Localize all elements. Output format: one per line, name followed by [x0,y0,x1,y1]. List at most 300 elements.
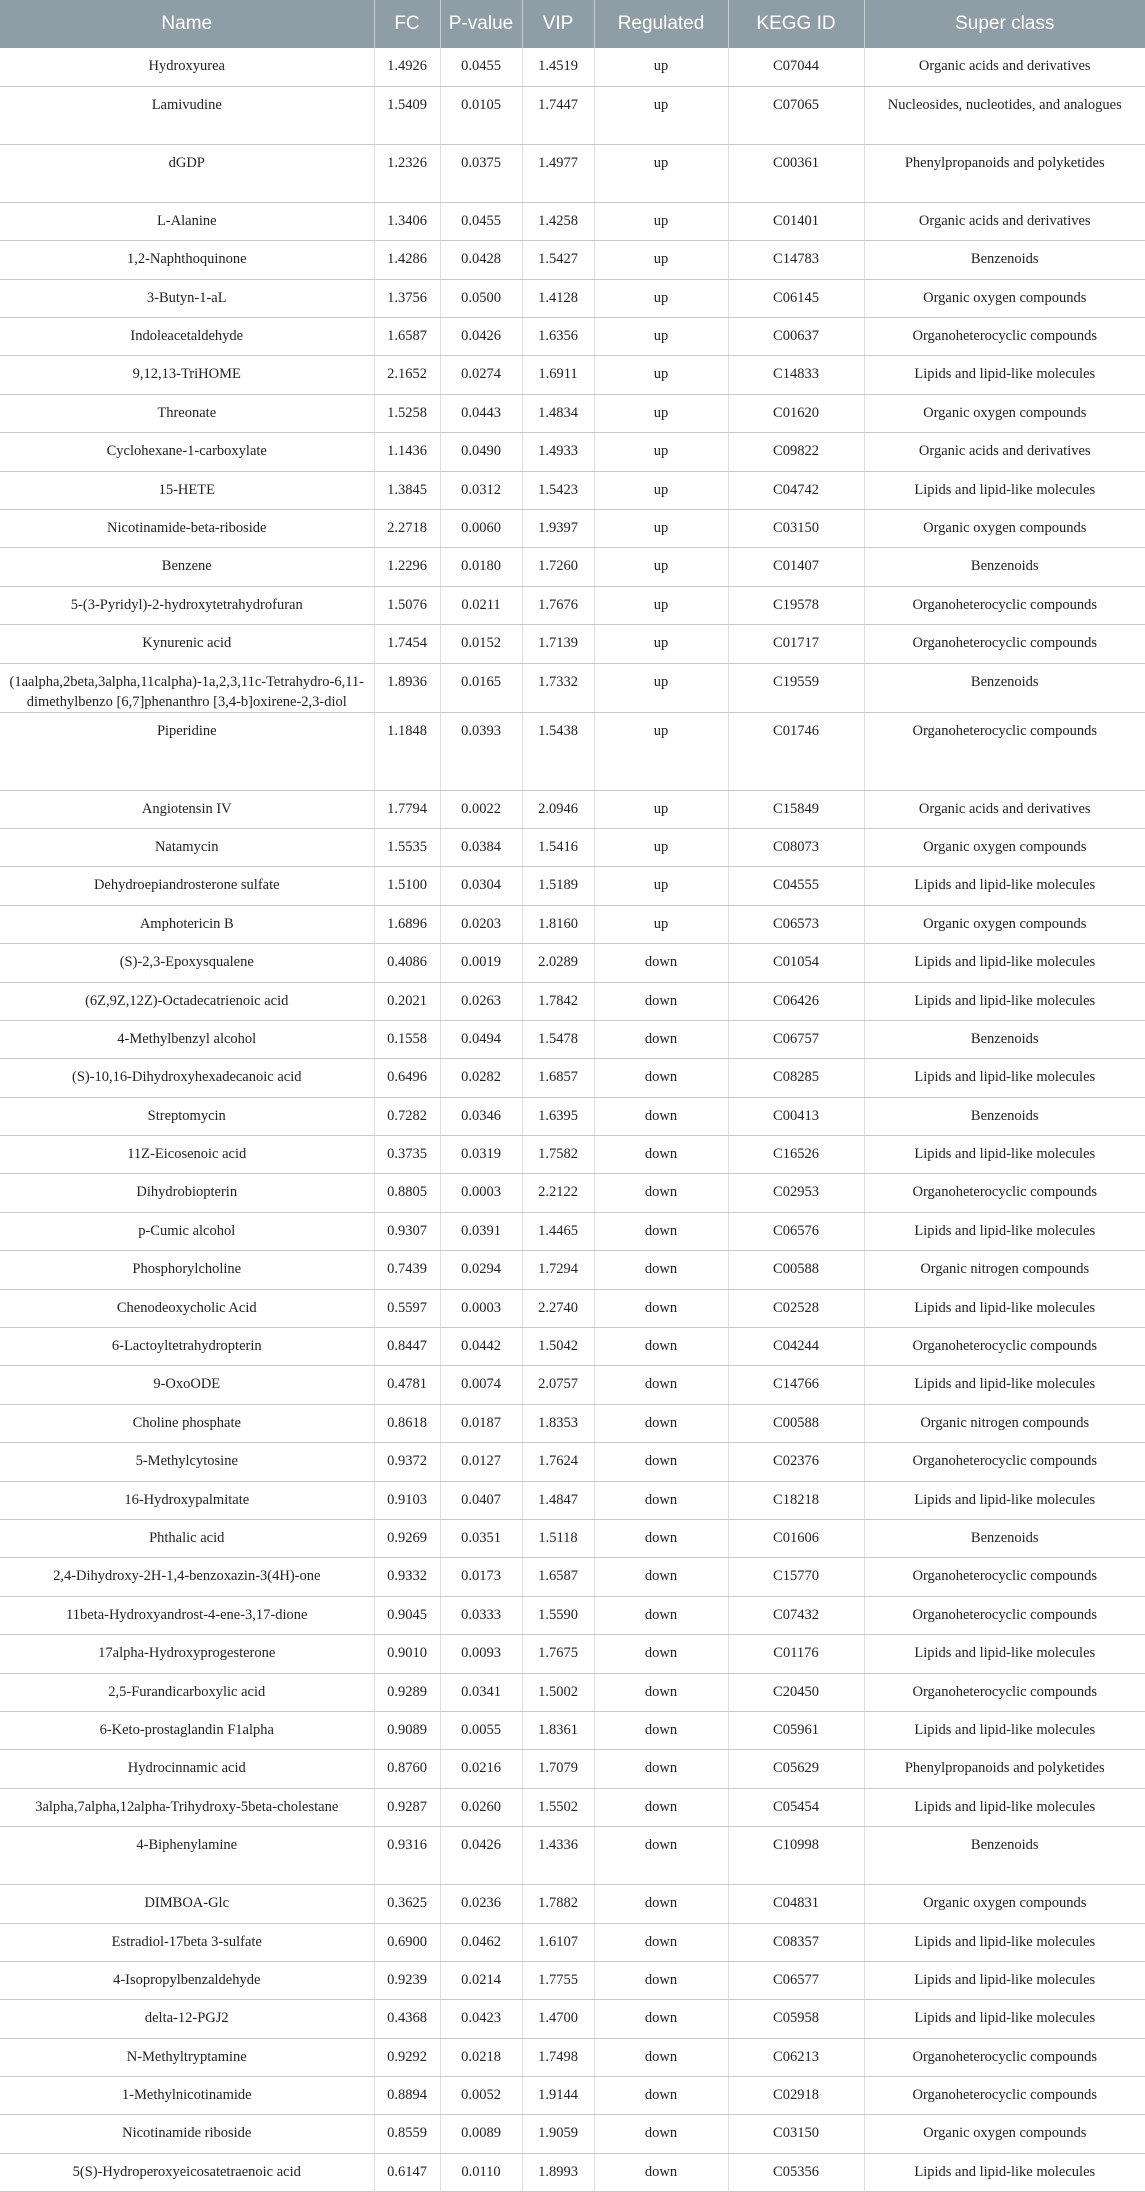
cell-regulated: up [594,828,728,866]
cell-p-value: 0.0052 [440,2077,522,2115]
cell-fc: 1.8936 [374,663,440,712]
cell-super-class: Organic oxygen compounds [864,279,1145,317]
cell-kegg-id: C09822 [728,433,864,471]
table-row [0,1136,1145,1174]
cell-super-class: Organic acids and derivatives [864,790,1145,828]
cell-regulated: down [594,1558,728,1596]
cell-p-value: 0.0211 [440,586,522,624]
cell-super-class: Lipids and lipid-like molecules [864,867,1145,905]
cell-vip: 1.6911 [522,356,594,394]
cell-fc: 0.6900 [374,1923,440,1961]
cell-p-value: 0.0060 [440,510,522,548]
cell-kegg-id: C00637 [728,318,864,356]
table-row [0,356,1145,394]
cell-regulated: down [594,2153,728,2191]
cell-fc: 0.6496 [374,1059,440,1097]
cell-regulated: down [594,1827,728,1885]
cell-name: 4-Isopropylbenzaldehyde [0,1961,374,1999]
cell-fc: 1.6896 [374,905,440,943]
table-row [0,905,1145,943]
cell-fc: 0.4368 [374,2000,440,2038]
cell-regulated: down [594,1020,728,1058]
cell-vip: 1.7675 [522,1635,594,1673]
cell-fc: 0.9289 [374,1673,440,1711]
cell-vip: 1.9059 [522,2115,594,2153]
cell-vip: 1.7755 [522,1961,594,1999]
cell-name: Nicotinamide-beta-riboside [0,510,374,548]
cell-name: Cyclohexane-1-carboxylate [0,433,374,471]
cell-kegg-id: C01606 [728,1520,864,1558]
cell-vip: 1.7260 [522,548,594,586]
table-row [0,1212,1145,1250]
cell-p-value: 0.0019 [440,944,522,982]
cell-name: 4-Biphenylamine [0,1827,374,1885]
table-row [0,1174,1145,1212]
cell-kegg-id: C00588 [728,1404,864,1442]
cell-p-value: 0.0490 [440,433,522,471]
cell-kegg-id: C05958 [728,2000,864,2038]
cell-kegg-id: C15849 [728,790,864,828]
cell-p-value: 0.0089 [440,2115,522,2153]
cell-p-value: 0.0152 [440,625,522,663]
cell-name: 3alpha,7alpha,12alpha-Trihydroxy-5beta-cholestane [0,1788,374,1826]
cell-super-class: Organoheterocyclic compounds [864,712,1145,790]
cell-kegg-id: C01746 [728,712,864,790]
cell-vip: 1.5590 [522,1596,594,1634]
cell-kegg-id: C05356 [728,2153,864,2191]
cell-vip: 2.2740 [522,1289,594,1327]
cell-p-value: 0.0384 [440,828,522,866]
header-row [0,0,1145,48]
cell-p-value: 0.0055 [440,1711,522,1749]
cell-super-class: Organoheterocyclic compounds [864,2038,1145,2076]
cell-fc: 1.5535 [374,828,440,866]
cell-p-value: 0.0407 [440,1481,522,1519]
cell-regulated: down [594,2115,728,2153]
cell-fc: 1.7794 [374,790,440,828]
table-row [0,548,1145,586]
table-row [0,982,1145,1020]
cell-name: Streptomycin [0,1097,374,1135]
cell-super-class: Lipids and lipid-like molecules [864,1961,1145,1999]
cell-kegg-id: C18218 [728,1481,864,1519]
cell-super-class: Organic nitrogen compounds [864,1404,1145,1442]
cell-super-class: Lipids and lipid-like molecules [864,1923,1145,1961]
cell-p-value: 0.0003 [440,1289,522,1327]
cell-fc: 1.2296 [374,548,440,586]
cell-fc: 1.5076 [374,586,440,624]
cell-regulated: down [594,1750,728,1788]
cell-regulated: down [594,1443,728,1481]
cell-super-class: Organic acids and derivatives [864,433,1145,471]
cell-super-class: Lipids and lipid-like molecules [864,1635,1145,1673]
cell-fc: 1.3406 [374,202,440,240]
cell-kegg-id: C14766 [728,1366,864,1404]
cell-p-value: 0.0428 [440,241,522,279]
cell-name: 17alpha-Hydroxyprogesterone [0,1635,374,1673]
table-row [0,510,1145,548]
cell-p-value: 0.0294 [440,1251,522,1289]
table-row [0,2038,1145,2076]
cell-vip: 1.5416 [522,828,594,866]
table-row [0,2153,1145,2191]
cell-fc: 0.7439 [374,1251,440,1289]
cell-p-value: 0.0216 [440,1750,522,1788]
cell-regulated: down [594,1596,728,1634]
cell-p-value: 0.0312 [440,471,522,509]
cell-fc: 0.3735 [374,1136,440,1174]
cell-name: 6-Keto-prostaglandin F1alpha [0,1711,374,1749]
cell-regulated: up [594,48,728,86]
cell-p-value: 0.0022 [440,790,522,828]
cell-p-value: 0.0304 [440,867,522,905]
cell-name: 5-Methylcytosine [0,1443,374,1481]
cell-fc: 1.3845 [374,471,440,509]
cell-super-class: Lipids and lipid-like molecules [864,356,1145,394]
table-row [0,1328,1145,1366]
cell-regulated: down [594,2000,728,2038]
table-row [0,471,1145,509]
cell-regulated: up [594,663,728,712]
cell-p-value: 0.0426 [440,1827,522,1885]
cell-name: 1-Methylnicotinamide [0,2077,374,2115]
cell-name: (S)-10,16-Dihydroxyhexadecanoic acid [0,1059,374,1097]
cell-regulated: up [594,586,728,624]
cell-regulated: up [594,144,728,202]
cell-name: 5(S)-Hydroperoxyeicosatetraenoic acid [0,2153,374,2191]
table-row [0,1827,1145,1885]
cell-vip: 1.4977 [522,144,594,202]
cell-super-class: Organic oxygen compounds [864,510,1145,548]
cell-name: Threonate [0,394,374,432]
table-row [0,790,1145,828]
cell-regulated: up [594,510,728,548]
cell-super-class: Lipids and lipid-like molecules [864,944,1145,982]
cell-regulated: down [594,1097,728,1135]
cell-super-class: Benzenoids [864,548,1145,586]
cell-regulated: down [594,944,728,982]
cell-fc: 0.9103 [374,1481,440,1519]
header-regulated: Regulated [594,0,728,48]
cell-name: dGDP [0,144,374,202]
table-row [0,1251,1145,1289]
table-row [0,48,1145,86]
cell-regulated: up [594,905,728,943]
cell-p-value: 0.0346 [440,1097,522,1135]
cell-vip: 1.4258 [522,202,594,240]
cell-p-value: 0.0351 [440,1520,522,1558]
cell-regulated: up [594,86,728,144]
cell-super-class: Lipids and lipid-like molecules [864,1136,1145,1174]
cell-name: Piperidine [0,712,374,790]
cell-vip: 1.6356 [522,318,594,356]
cell-name: Chenodeoxycholic Acid [0,1289,374,1327]
cell-kegg-id: C00588 [728,1251,864,1289]
cell-fc: 0.1558 [374,1020,440,1058]
cell-fc: 0.8447 [374,1328,440,1366]
cell-vip: 1.5118 [522,1520,594,1558]
cell-super-class: Organic acids and derivatives [864,48,1145,86]
table-row [0,202,1145,240]
cell-kegg-id: C02918 [728,2077,864,2115]
cell-kegg-id: C01407 [728,548,864,586]
cell-super-class: Benzenoids [864,241,1145,279]
cell-p-value: 0.0500 [440,279,522,317]
cell-p-value: 0.0003 [440,1174,522,1212]
cell-kegg-id: C07044 [728,48,864,86]
cell-fc: 1.4286 [374,241,440,279]
cell-kegg-id: C03150 [728,2115,864,2153]
cell-p-value: 0.0093 [440,1635,522,1673]
cell-regulated: up [594,548,728,586]
table-row [0,1711,1145,1749]
table-row [0,1923,1145,1961]
cell-fc: 0.9239 [374,1961,440,1999]
cell-super-class: Phenylpropanoids and polyketides [864,1750,1145,1788]
cell-vip: 1.4933 [522,433,594,471]
header-kegg-id: KEGG ID [728,0,864,48]
cell-super-class: Organoheterocyclic compounds [864,318,1145,356]
cell-fc: 0.8894 [374,2077,440,2115]
cell-kegg-id: C01176 [728,1635,864,1673]
table-row [0,625,1145,663]
cell-regulated: up [594,279,728,317]
cell-super-class: Organoheterocyclic compounds [864,1673,1145,1711]
cell-kegg-id: C02376 [728,1443,864,1481]
cell-regulated: down [594,1136,728,1174]
cell-p-value: 0.0426 [440,318,522,356]
cell-fc: 1.2326 [374,144,440,202]
cell-name: Dehydroepiandrosterone sulfate [0,867,374,905]
cell-regulated: down [594,1673,728,1711]
cell-name: Indoleacetaldehyde [0,318,374,356]
cell-fc: 0.4086 [374,944,440,982]
cell-super-class: Benzenoids [864,1827,1145,1885]
cell-fc: 0.4781 [374,1366,440,1404]
cell-vip: 1.8353 [522,1404,594,1442]
cell-regulated: down [594,1289,728,1327]
table-row [0,1520,1145,1558]
cell-vip: 1.7676 [522,586,594,624]
cell-vip: 1.7882 [522,1885,594,1923]
cell-vip: 1.6395 [522,1097,594,1135]
cell-fc: 0.3625 [374,1885,440,1923]
cell-p-value: 0.0341 [440,1673,522,1711]
cell-name: Lamivudine [0,86,374,144]
cell-vip: 1.7498 [522,2038,594,2076]
cell-vip: 1.5427 [522,241,594,279]
cell-vip: 1.5189 [522,867,594,905]
cell-fc: 0.5597 [374,1289,440,1327]
table-row [0,2077,1145,2115]
cell-regulated: down [594,1788,728,1826]
cell-vip: 2.0946 [522,790,594,828]
cell-p-value: 0.0105 [440,86,522,144]
cell-super-class: Organoheterocyclic compounds [864,586,1145,624]
cell-vip: 1.5042 [522,1328,594,1366]
cell-regulated: up [594,356,728,394]
cell-fc: 0.8805 [374,1174,440,1212]
cell-p-value: 0.0218 [440,2038,522,2076]
cell-super-class: Organoheterocyclic compounds [864,1443,1145,1481]
cell-regulated: down [594,1059,728,1097]
table-row [0,241,1145,279]
cell-p-value: 0.0391 [440,1212,522,1250]
cell-kegg-id: C07065 [728,86,864,144]
cell-p-value: 0.0074 [440,1366,522,1404]
cell-name: 15-HETE [0,471,374,509]
cell-kegg-id: C02528 [728,1289,864,1327]
cell-regulated: down [594,1251,728,1289]
cell-kegg-id: C06573 [728,905,864,943]
cell-kegg-id: C06213 [728,2038,864,2076]
cell-name: Hydrocinnamic acid [0,1750,374,1788]
cell-kegg-id: C01717 [728,625,864,663]
cell-fc: 0.2021 [374,982,440,1020]
table-row [0,1443,1145,1481]
table-row [0,1404,1145,1442]
cell-vip: 1.5478 [522,1020,594,1058]
cell-name: (1aalpha,2beta,3alpha,11calpha)-1a,2,3,11c-Tetrahydro-6,11-dimethylbenzo [6,7]phenanthro [3,4-b]oxirene-2,3-diol [0,663,374,712]
cell-kegg-id: C06757 [728,1020,864,1058]
cell-p-value: 0.0274 [440,356,522,394]
cell-fc: 1.1848 [374,712,440,790]
table-row [0,1788,1145,1826]
cell-name: 3-Butyn-1-aL [0,279,374,317]
table-row [0,586,1145,624]
table-header [0,0,1145,48]
cell-super-class: Benzenoids [864,1020,1145,1058]
table-row [0,1020,1145,1058]
cell-p-value: 0.0127 [440,1443,522,1481]
cell-name: Amphotericin B [0,905,374,943]
table-row [0,2000,1145,2038]
cell-vip: 1.5438 [522,712,594,790]
cell-regulated: down [594,1923,728,1961]
cell-super-class: Organic oxygen compounds [864,828,1145,866]
cell-regulated: down [594,1328,728,1366]
cell-super-class: Lipids and lipid-like molecules [864,471,1145,509]
cell-super-class: Lipids and lipid-like molecules [864,1711,1145,1749]
cell-fc: 0.9010 [374,1635,440,1673]
table-row [0,318,1145,356]
cell-p-value: 0.0282 [440,1059,522,1097]
table-row [0,394,1145,432]
cell-fc: 1.6587 [374,318,440,356]
table-row [0,433,1145,471]
cell-name: 4-Methylbenzyl alcohol [0,1020,374,1058]
cell-regulated: up [594,790,728,828]
cell-name: Angiotensin IV [0,790,374,828]
cell-kegg-id: C16526 [728,1136,864,1174]
cell-name: Estradiol-17beta 3-sulfate [0,1923,374,1961]
cell-super-class: Organoheterocyclic compounds [864,1328,1145,1366]
cell-name: (S)-2,3-Epoxysqualene [0,944,374,982]
cell-name: p-Cumic alcohol [0,1212,374,1250]
cell-name: 5-(3-Pyridyl)-2-hydroxytetrahydrofuran [0,586,374,624]
cell-fc: 0.9045 [374,1596,440,1634]
cell-kegg-id: C05961 [728,1711,864,1749]
cell-vip: 1.6587 [522,1558,594,1596]
table-row [0,1750,1145,1788]
cell-super-class: Organoheterocyclic compounds [864,1558,1145,1596]
cell-fc: 0.9316 [374,1827,440,1885]
cell-vip: 2.0757 [522,1366,594,1404]
cell-vip: 1.7294 [522,1251,594,1289]
cell-kegg-id: C04831 [728,1885,864,1923]
table-row [0,663,1145,712]
cell-fc: 1.4926 [374,48,440,86]
table-row [0,1558,1145,1596]
cell-vip: 2.2122 [522,1174,594,1212]
cell-kegg-id: C02953 [728,1174,864,1212]
cell-name: 16-Hydroxypalmitate [0,1481,374,1519]
cell-fc: 0.9089 [374,1711,440,1749]
cell-regulated: up [594,471,728,509]
cell-p-value: 0.0333 [440,1596,522,1634]
table-row [0,828,1145,866]
table-row [0,86,1145,144]
cell-fc: 0.8618 [374,1404,440,1442]
table-row [0,712,1145,790]
cell-kegg-id: C14833 [728,356,864,394]
cell-name: Nicotinamide riboside [0,2115,374,2153]
table-row [0,1059,1145,1097]
cell-super-class: Benzenoids [864,663,1145,712]
cell-fc: 2.2718 [374,510,440,548]
cell-regulated: up [594,241,728,279]
cell-vip: 1.5423 [522,471,594,509]
cell-vip: 1.9144 [522,2077,594,2115]
table-row [0,1673,1145,1711]
cell-regulated: down [594,1711,728,1749]
cell-super-class: Organoheterocyclic compounds [864,625,1145,663]
cell-p-value: 0.0173 [440,1558,522,1596]
cell-kegg-id: C01620 [728,394,864,432]
cell-p-value: 0.0187 [440,1404,522,1442]
cell-kegg-id: C10998 [728,1827,864,1885]
table-row [0,944,1145,982]
cell-p-value: 0.0165 [440,663,522,712]
cell-p-value: 0.0423 [440,2000,522,2038]
cell-regulated: down [594,2077,728,2115]
cell-fc: 0.9287 [374,1788,440,1826]
cell-vip: 1.7079 [522,1750,594,1788]
cell-vip: 1.6857 [522,1059,594,1097]
header-vip: VIP [522,0,594,48]
cell-vip: 1.5502 [522,1788,594,1826]
cell-regulated: up [594,867,728,905]
cell-name: Choline phosphate [0,1404,374,1442]
cell-name: DIMBOA-Glc [0,1885,374,1923]
cell-kegg-id: C04244 [728,1328,864,1366]
cell-super-class: Organoheterocyclic compounds [864,2077,1145,2115]
cell-vip: 1.8361 [522,1711,594,1749]
cell-kegg-id: C05629 [728,1750,864,1788]
cell-fc: 0.8559 [374,2115,440,2153]
cell-kegg-id: C15770 [728,1558,864,1596]
cell-name: L-Alanine [0,202,374,240]
cell-vip: 1.4519 [522,48,594,86]
cell-kegg-id: C04555 [728,867,864,905]
cell-kegg-id: C07432 [728,1596,864,1634]
table-row [0,1885,1145,1923]
cell-p-value: 0.0260 [440,1788,522,1826]
table-body [0,48,1145,2192]
cell-name: 2,5-Furandicarboxylic acid [0,1673,374,1711]
cell-vip: 1.4336 [522,1827,594,1885]
cell-name: 11Z-Eicosenoic acid [0,1136,374,1174]
